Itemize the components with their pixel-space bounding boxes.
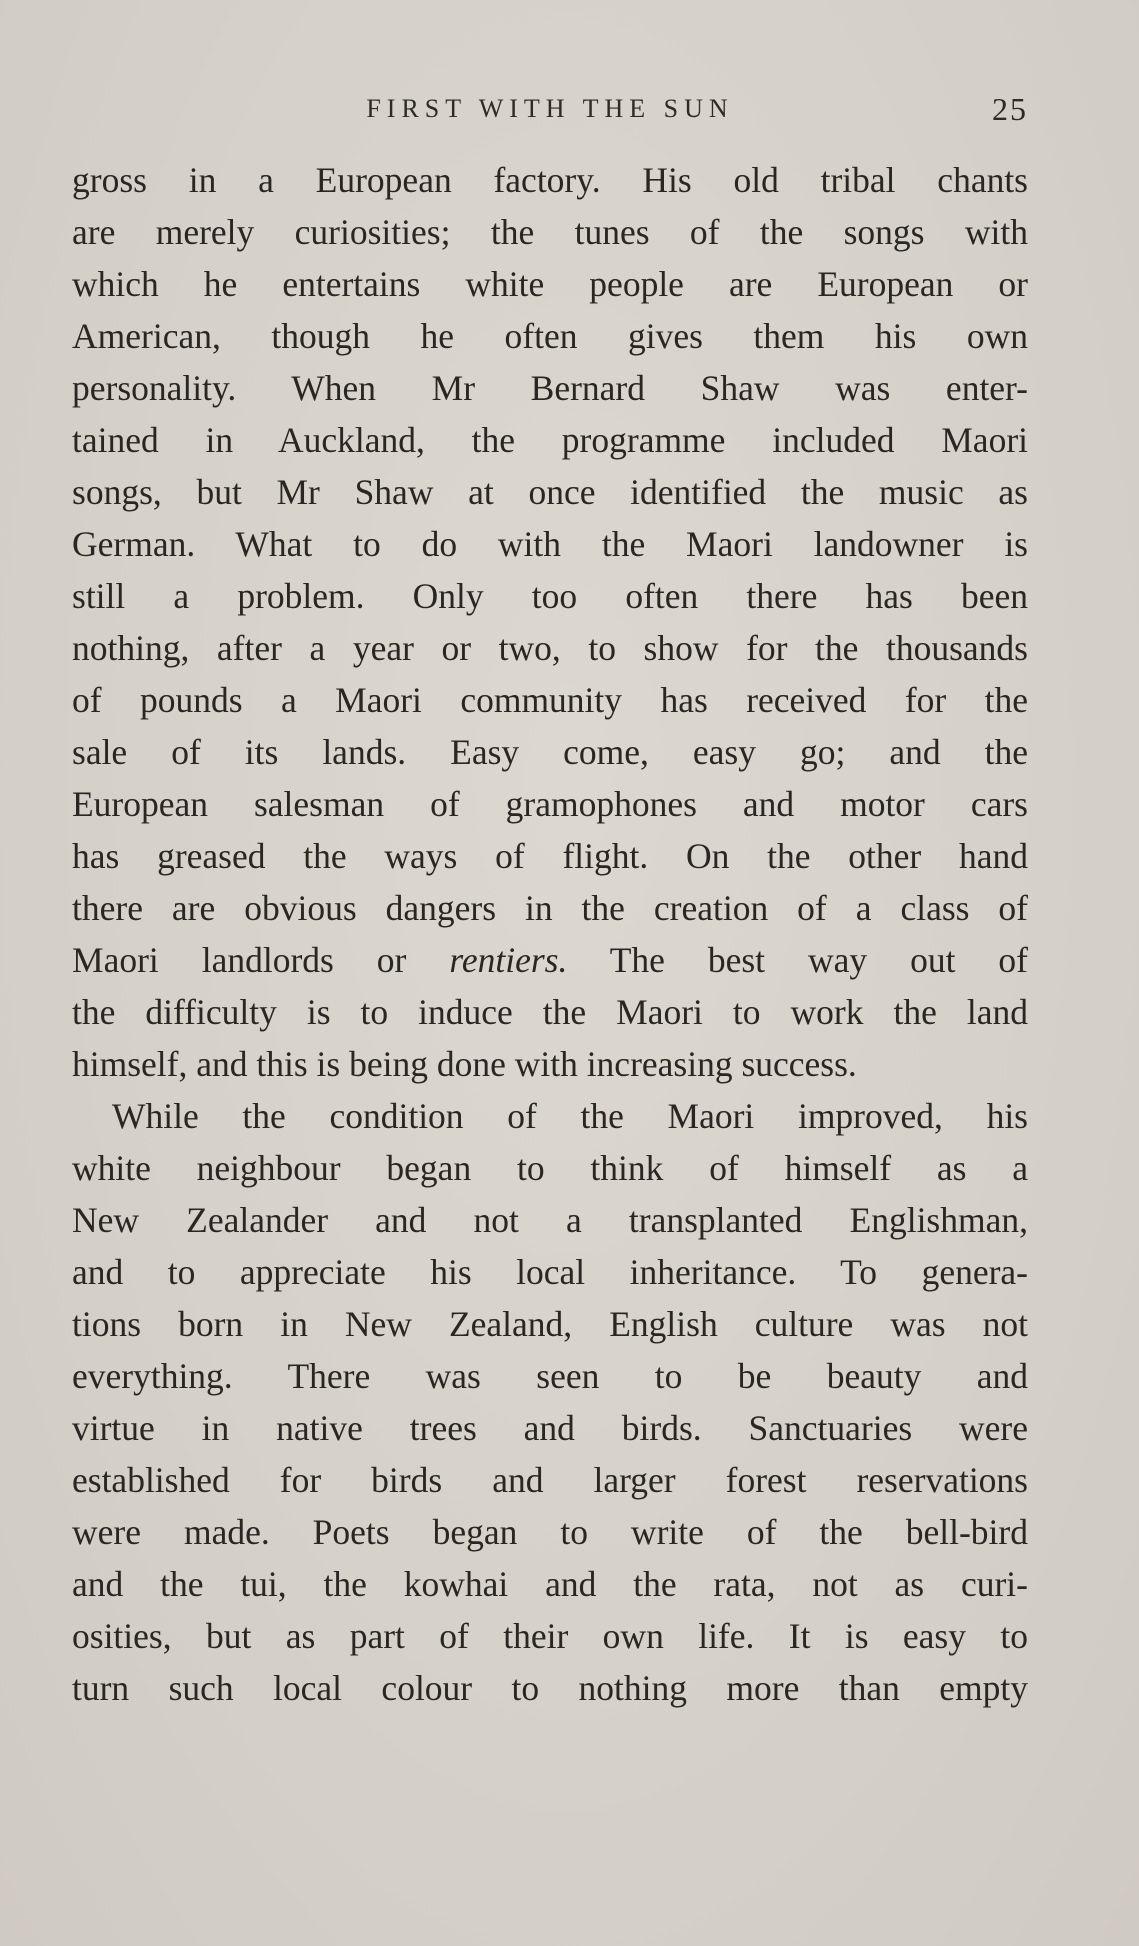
text-line: personality. When Mr Bernard Shaw was enter- bbox=[72, 368, 1028, 408]
text-line: of pounds a Maori community has received for the bbox=[72, 680, 1028, 720]
text-line: American, though he often gives them his own bbox=[72, 316, 1028, 356]
text-line: are merely curiosities; the tunes of the songs with bbox=[72, 212, 1028, 252]
text-line: nothing, after a year or two, to show for the thousands bbox=[72, 628, 1028, 668]
body-text bbox=[72, 154, 1028, 1714]
text-line: songs, but Mr Shaw at once identified the music as bbox=[72, 472, 1028, 512]
running-title: FIRST WITH THE SUN bbox=[366, 94, 734, 123]
text-line: there are obvious dangers in the creation of a class of bbox=[72, 888, 1028, 928]
text-line: gross in a European factory. His old tribal chants bbox=[72, 160, 1028, 200]
italic-word: rentiers. bbox=[449, 940, 568, 980]
text-line: turn such local colour to nothing more than empty bbox=[72, 1668, 1028, 1708]
text-line: still a problem. Only too often there has been bbox=[72, 576, 1028, 616]
text-line: and the tui, the kowhai and the rata, not as curi- bbox=[72, 1564, 1028, 1604]
paragraph-first-line: While the condition of the Maori improved, his bbox=[112, 1096, 1028, 1136]
text-line: established for birds and larger forest reservations bbox=[72, 1460, 1028, 1500]
text-line: New Zealander and not a transplanted Englishman, bbox=[72, 1200, 1028, 1240]
text-line: tions born in New Zealand, English culture was not bbox=[72, 1304, 1028, 1344]
text-line: German. What to do with the Maori landowner is bbox=[72, 524, 1028, 564]
text-line: has greased the ways of flight. On the other hand bbox=[72, 836, 1028, 876]
text-line: white neighbour began to think of himself as a bbox=[72, 1148, 1028, 1188]
text-segment: The best way out of bbox=[609, 940, 1029, 980]
text-segment: Maori landlords or bbox=[72, 940, 407, 980]
text-line: were made. Poets began to write of the bell-bird bbox=[72, 1512, 1028, 1552]
text-line: tained in Auckland, the programme included Maori bbox=[72, 420, 1028, 460]
running-head bbox=[72, 88, 1028, 130]
text-line-with-italic bbox=[72, 934, 1028, 986]
text-line: everything. There was seen to be beauty and bbox=[72, 1356, 1028, 1396]
text-line: the difficulty is to induce the Maori to work the land bbox=[72, 992, 1028, 1032]
text-line: and to appreciate his local inheritance. To genera- bbox=[72, 1252, 1028, 1292]
page-number: 25 bbox=[992, 91, 1028, 127]
text-line: virtue in native trees and birds. Sanctuaries were bbox=[72, 1408, 1028, 1448]
text-line: himself, and this is being done with increasing success. bbox=[72, 1044, 857, 1084]
text-line: osities, but as part of their own life. It is easy to bbox=[72, 1616, 1028, 1656]
text-line: sale of its lands. Easy come, easy go; and the bbox=[72, 732, 1028, 772]
text-line: European salesman of gramophones and motor cars bbox=[72, 784, 1028, 824]
text-line: which he entertains white people are European or bbox=[72, 264, 1028, 304]
